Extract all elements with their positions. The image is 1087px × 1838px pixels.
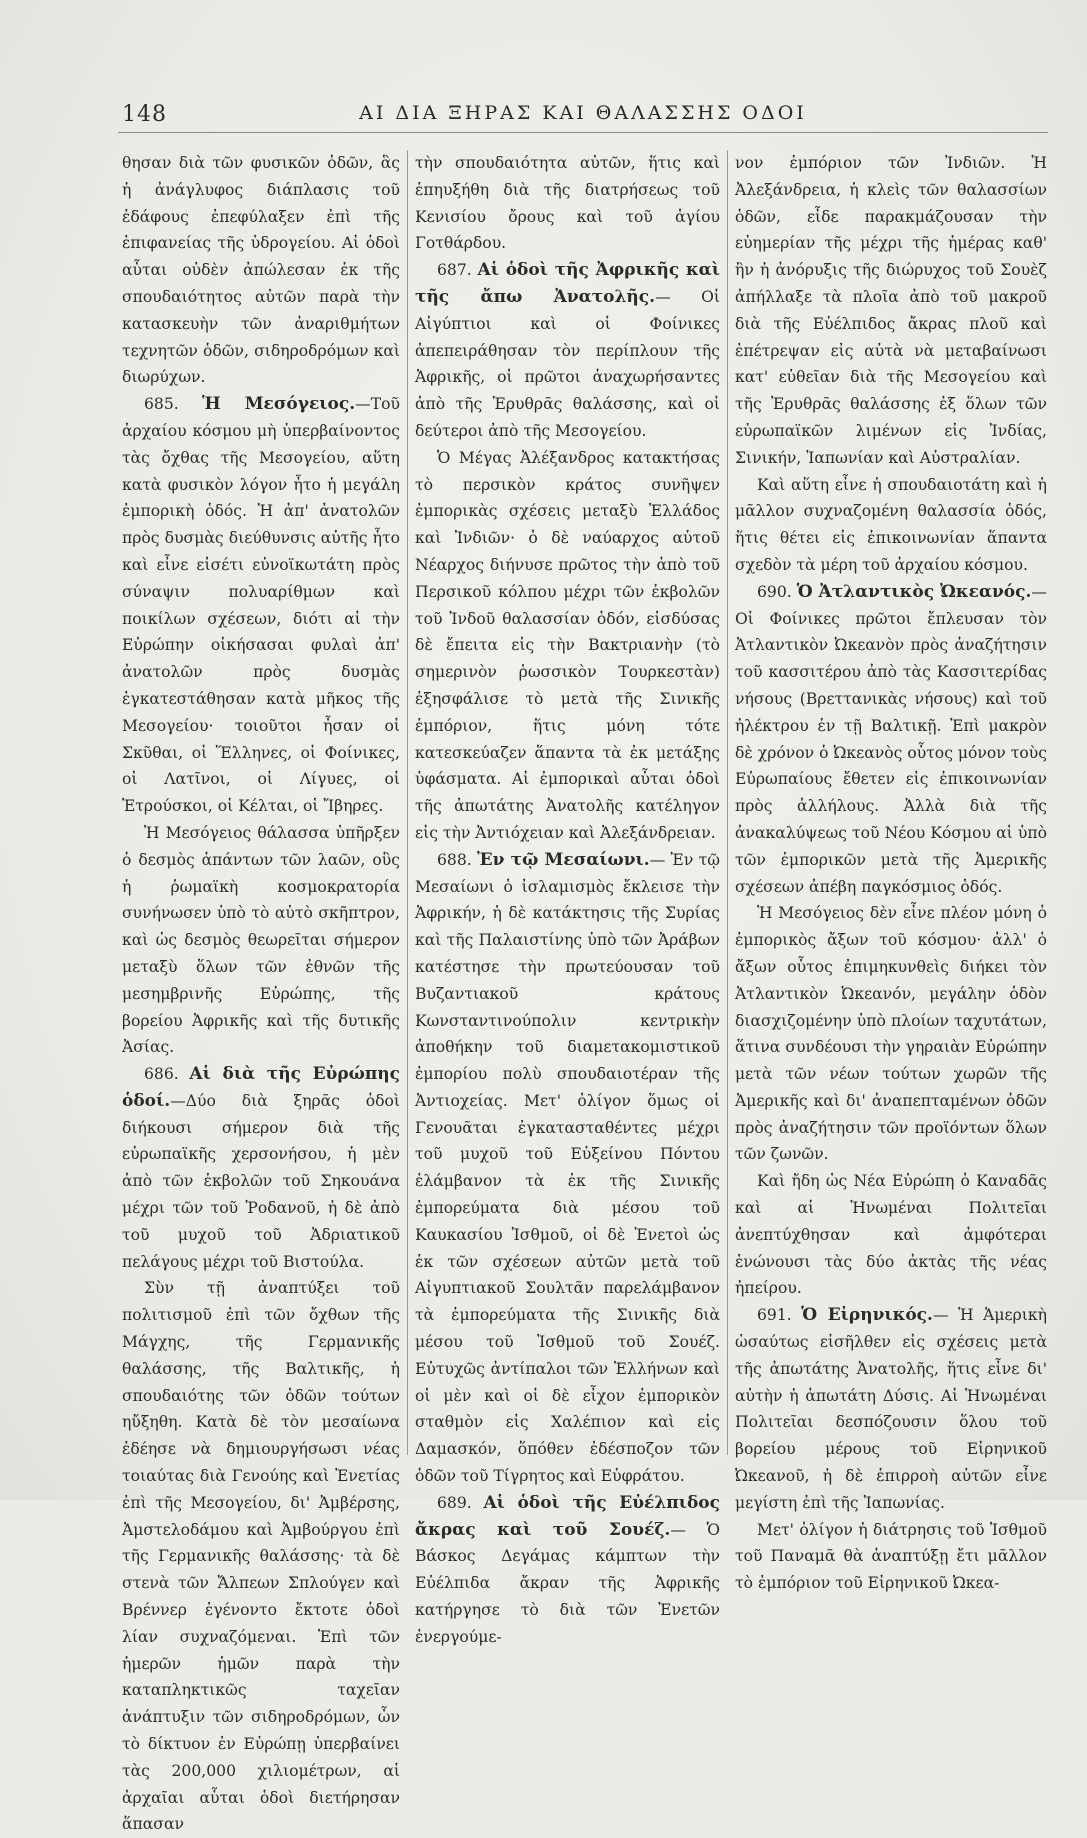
paragraph: Ἡ Μεσόγειος θάλασσα ὑπῆρξεν ὁ δεσμὸς ἁπάντων τῶν λαῶν, οὓς ἡ ῥωμαϊκὴ κοσμοκρατορία συνήνωσεν ὑπὸ τὸ αὐτὸ σκῆπτρον, καὶ ὡς δεσμὸς θεωρεῖται σήμερον μεταξὺ ὅλων τῶν ἐθνῶν τῆς μεσημβρινῆς Εὐρώπης, τῆς βορείου Ἀφρικῆς καὶ τῆς δυτικῆς Ἀσίας. bbox=[122, 823, 400, 1057]
section-number: 689. bbox=[437, 1493, 484, 1512]
section-title: Ἐν τῷ Μεσαίωνι. bbox=[477, 849, 650, 870]
section-title: Ὁ Ἀτλαντικὸς Ὠκεανός. bbox=[796, 581, 1032, 602]
section-text: —Τοῦ ἀρχαίου κόσμου μὴ ὑπερβαίνοντος τὰς ὄχθας τῆς Μεσογείου, αὕτη κατὰ φυσικὸν λόγον ἦτο ἡ μεγάλη ἐμπορικὴ ὁδός. Ἡ ἀπ' ἀνατολῶν πρὸς δυσμὰς διεύθυνσις αὐτῆς ἦτο καὶ εἶνε εἰσέτι εὐνοϊκωτάτη πρὸς σύναψιν πολυαρίθμων καὶ ποικίλων σχέσεων, διότι αἱ τὴν Εὐρώπην οἰκήσασαι φυλαὶ ἀπ' ἀνατολῶν πρὸς δυσμὰς ἐγκατεστάθησαν κατὰ μῆκος τῆς Μεσογείου· τοιοῦτοι ἦσαν οἱ Σκῦθαι, οἱ Ἕλληνες, οἱ Φοίνικες, οἱ Λατῖνοι, οἱ Λίγυες, οἱ Ἐτρούσκοι, οἱ Κέλται, οἱ Ἴβηρες. bbox=[122, 395, 400, 816]
section-691 bbox=[735, 1302, 1047, 1516]
section-687 bbox=[415, 257, 720, 445]
section-text: — Οἱ Αἰγύπτιοι καὶ οἱ Φοίνικες ἀπεπειράθησαν τὸν περίπλουν τῆς Ἀφρικῆς, οἱ πρῶτοι ἀναχωρήσαντες ἀπὸ τῆς Ἐρυθρᾶς θαλάσσης, καὶ οἱ δεύτεροι ἀπὸ τῆς Μεσογείου. bbox=[415, 287, 720, 440]
paragraph: τὴν σπουδαιότητα αὐτῶν, ἥτις καὶ ἐπηυξήθη διὰ τῆς διατρήσεως τοῦ Κενισίου ὄρους καὶ τοῦ ἁγίου Γοτθάρδου. bbox=[415, 154, 720, 253]
paragraph: Ἡ Μεσόγειος δὲν εἶνε πλέον μόνη ὁ ἐμπορικὸς ἄξων τοῦ κόσμου· ἀλλ' ὁ ἄξων οὗτος ἐπιμηκυνθεὶς διήκει τὸν Ἀτλαντικὸν Ὠκεανόν, μεγάλην ὁδὸν διασχιζομένην ὑπὸ πλοίων ταχυτάτων, ἅτινα συνδέουσι τὴν γηραιὰν Εὐρώπην μετὰ τῶν νέων τούτων χωρῶν τῆς Ἀμερικῆς καὶ δι' ἀναπεπταμένων ὁδῶν πρὸς ἀναζήτησιν τῶν προϊόντων ὅλων τῶν ζωνῶν. bbox=[735, 904, 1047, 1164]
section-text: —Δύο διὰ ξηρᾶς ὁδοὶ διήκουσι σήμερον διὰ τῆς εὐρωπαϊκῆς χερσονήσου, ἡ μὲν ἀπὸ τῶν ἐκβολῶν τοῦ Σηκουάνα μέχρι τῶν τοῦ Ῥοδανοῦ, ἡ δὲ ἀπὸ τοῦ μυχοῦ τοῦ Ἀδριατικοῦ πελάγους μέχρι τοῦ Βιστούλα. bbox=[122, 1091, 400, 1271]
section-688 bbox=[415, 847, 720, 1490]
section-text: — Ἐν τῷ Μεσαίωνι ὁ ἰσλαμισμὸς ἔκλεισε τὴν Ἀφρικήν, ἡ δὲ κατάκτησις τῆς Συρίας καὶ τῆς Παλαιστίνης ὑπὸ τῶν Ἀράβων κατέστησε τὴν πρωτεύουσαν τοῦ Βυζαντιακοῦ κράτους Κωνσταντινούπολιν κεντρικὴν ἀποθήκην τοῦ διαμετακομιστικοῦ ἐμπορίου πολὺ σπουδαιοτέραν τῆς Ἀντιοχείας. Μετ' ὀλίγον ὅμως οἱ Γενουᾶται ἐγκατασταθέντες μέχρι τοῦ μυχοῦ τοῦ Εὐξείνου Πόντου ἐλάμβανον τὰ ἐκ τῆς Σινικῆς ἐμπορεύματα διὰ μέσου τοῦ Καυκασίου Ἰσθμοῦ, οἱ δὲ Ἐνετοὶ ὡς ἐκ τῶν σχέσεων αὐτῶν μετὰ τοῦ Αἰγυπτιακοῦ Σουλτᾶν παρελάμβανον τὰ ἐμπορεύματα τῆς Σινικῆς διὰ μέσου τοῦ Ἰσθμοῦ τοῦ Σουέζ. Εὐτυχῶς ἀντίπαλοι τῶν Ἑλλήνων καὶ οἱ μὲν καὶ οἱ δὲ εἶχον ἐμπορικὸν σταθμὸν εἰς Χαλέπιον καὶ εἰς Δαμασκόν, ὅπόθεν ἐδέσποζον τῶν ὁδῶν τοῦ Τίγρητος καὶ Εὐφράτου. bbox=[415, 850, 720, 1486]
section-685 bbox=[122, 391, 400, 820]
section-title: Αἱ ὁδοὶ τῆς Ἀφρικῆς καὶ τῆς ἄπω Ἀνατολῆς. bbox=[415, 260, 720, 307]
column-3 bbox=[735, 150, 1048, 1593]
column-1 bbox=[122, 150, 400, 1834]
running-title: ΑΙ ΔΙΑ ΞΗΡΑΣ ΚΑΙ ΘΑΛΑΣΣΗΣ ΟΔΟΙ bbox=[359, 102, 807, 124]
section-text: — Ἡ Ἀμερικὴ ὡσαύτως εἰσῆλθεν εἰς σχέσεις μετὰ τῆς ἀπωτάτης Ἀνατολῆς, ἥτις εἶνε δι' αὐτὴν ἡ ἀπωτάτη Δύσις. Αἱ Ἡνωμέναι Πολιτεῖαι δεσπόζουσιν ὅλου τοῦ βορείου μέρους τοῦ Εἰρηνικοῦ Ὠκεανοῦ, ἡ δὲ ἐπιρροὴ αὐτῶν εἶνε μεγίστη ἐπὶ τῆς Ἰαπωνίας. bbox=[735, 1306, 1047, 1512]
paragraph: νον ἐμπόριον τῶν Ἰνδιῶν. Ἡ Ἀλεξάνδρεια, ἡ κλεὶς τῶν θαλασσίων ὁδῶν, εἶδε παρακμάζουσαν τὴν εὐημερίαν τῆς μέχρι τῆς ἡμέρας καθ' ἣν ἡ ἀνόρυξις τῆς διώρυχος τοῦ Σουὲζ ἀπήλλαξε τὰ πλοῖα ἀπὸ τοῦ μακροῦ διὰ τῆς Εὐέλπιδος ἄκρας πλοῦ καὶ ἐπέτρεψαν εἰς αὐτὰ νὰ μεταβαίνωσι κατ' εὐθεῖαν διὰ τῆς Μεσογείου καὶ τῆς Ἐρυθρᾶς θαλάσσης ἐξ ὅλων τῶν εὐρωπαϊκῶν λιμένων εἰς Ἰνδίας, Σινικήν, Ἰαπωνίαν καὶ Αὐστραλίαν. bbox=[735, 154, 1047, 467]
section-689 bbox=[415, 1490, 720, 1651]
section-number: 686. bbox=[144, 1065, 190, 1084]
section-690 bbox=[735, 579, 1047, 901]
section-number: 688. bbox=[437, 850, 478, 869]
section-title: Αἱ διὰ τῆς Εὐρώπης ὁδοί. bbox=[122, 1064, 400, 1111]
column-divider-2 bbox=[727, 150, 728, 1455]
paragraph: Καὶ ἤδη ὡς Νέα Εὐρώπη ὁ Καναδᾶς καὶ αἱ Ἡνωμέναι Πολιτεῖαι ἀνεπτύχθησαν καὶ ἀμφότεραι ἑνώνουσι τὰς δύο ἀκτὰς τῆς νέας ἠπείρου. bbox=[735, 1172, 1047, 1298]
section-number: 687. bbox=[437, 261, 478, 280]
header-rule bbox=[118, 132, 1048, 133]
section-number: 685. bbox=[144, 395, 202, 414]
section-title: Ὁ Εἰρηνικός. bbox=[801, 1305, 933, 1326]
paragraph: Μετ' ὀλίγον ἡ διάτρησις τοῦ Ἰσθμοῦ τοῦ Παναμᾶ θὰ ἀναπτύξῃ ἔτι μᾶλλον τὸ ἐμπόριον τοῦ Εἰρηνικοῦ Ὠκεα- bbox=[735, 1520, 1047, 1593]
section-title: Αἱ ὁδοὶ τῆς Εὐέλπιδος ἄκρας καὶ τοῦ Σουέζ. bbox=[415, 1492, 720, 1540]
section-686 bbox=[122, 1061, 400, 1275]
paragraph: Ὁ Μέγας Ἀλέξανδρος κατακτήσας τὸ περσικὸν κράτος συνῆψεν ἐμπορικὰς σχέσεις μεταξὺ Ἑλλάδος καὶ Ἰνδιῶν· ὁ δὲ ναύαρχος αὐτοῦ Νέαρχος διήνυσε πρῶτος τὴν ἀπὸ τοῦ Περσικοῦ κόλπου μέχρι τῶν ἐκβολῶν τοῦ Ἰνδοῦ θαλασσίαν ὁδόν, εἰσδύσας δὲ ἔπειτα εἰς τὴν Βακτριανὴν (τὸ σημερινὸν ῥωσσικὸν Τουρκεστὰν) ἐξησφάλισε τὸ μετὰ τῆς Σινικῆς ἐμπόριον, ἥτις μόνη τότε κατεσκεύαζεν ἅπαντα τὰ ἐκ μετάξης ὑφάσματα. Αἱ ἐμπορικαὶ αὗται ὁδοὶ τῆς ἀπωτάτης Ἀνατολῆς κατέληγον εἰς τὴν Ἀντιόχειαν καὶ Ἀλεξάνδρειαν. bbox=[415, 448, 720, 842]
column-divider-1 bbox=[407, 150, 408, 1455]
column-2 bbox=[415, 150, 720, 1646]
section-text: — Ὁ Βάσκος Δεγάμας κάμπτων τὴν Εὐέλπιδα ἄκραν τῆς Ἀφρικῆς κατήργησε τὸ διὰ τῶν Ἐνετῶν ἐνεργούμε- bbox=[415, 1520, 720, 1646]
paragraph: Καὶ αὕτη εἶνε ἡ σπουδαιοτάτη καὶ ἡ μᾶλλον συχναζομένη θαλασσία ὁδός, ἥτις θέτει εἰς ἐπικοινωνίαν ἅπαντα σχεδὸν τὰ μέρη τοῦ ἀρχαίου κόσμου. bbox=[735, 475, 1047, 574]
paragraph: Σὺν τῇ ἀναπτύξει τοῦ πολιτισμοῦ ἐπὶ τῶν ὄχθων τῆς Μάγχης, τῆς Γερμανικῆς θαλάσσης, τῆς Βαλτικῆς, ἡ σπουδαιότης τῶν ὁδῶν τούτων ηὔξηθη. Κατὰ δὲ τὸν μεσαίωνα ἐδέησε νὰ δημιουργήσωσι νέας τοιαύτας διὰ Γενούης καὶ Ἐνετίας ἐπὶ τῆς Μεσογείου, δι' Ἀμβέρσης, Ἀμστελοδάμου καὶ Ἀμβούργου ἐπὶ τῆς Γερμανικῆς θαλάσσης· τὰ δὲ στενὰ τῶν Ἄλπεων Σπλούγεν καὶ Βρέννερ ἐγένοντο ἔκτοτε ὁδοὶ λίαν συχναζόμεναι. Ἐπὶ τῶν ἡμερῶν ἡμῶν παρὰ τὴν καταπληκτικῶς ταχεῖαν ἀνάπτυξιν τῶν σιδηροδρόμων, ὧν τὸ δίκτυον ἐν Εὐρώπῃ ὑπερβαίνει τὰς 200,000 χιλιομέτρων, αἱ ἀρχαῖαι αὗται ὁδοὶ διετήρησαν ἅπασαν bbox=[122, 1279, 400, 1834]
paragraph: θησαν διὰ τῶν φυσικῶν ὁδῶν, ἃς ἡ ἀνάγλυφος διάπλασις τοῦ ἐδάφους ἐπεφύλαξεν ἐπὶ τῆς ἐπιφανείας τῆς ὑδρογείου. Αἱ ὁδοὶ αὗται οὐδὲν ἀπώλεσαν ἐκ τῆς σπουδαιότητος αὐτῶν παρὰ τὴν κατασκευὴν τῶν ἀναριθμήτων τεχνητῶν ὁδῶν, σιδηροδρόμων καὶ διωρύχων. bbox=[122, 154, 400, 387]
section-number: 690. bbox=[757, 582, 797, 601]
section-number: 691. bbox=[757, 1306, 802, 1325]
section-text: —Οἱ Φοίνικες πρῶτοι ἔπλευσαν τὸν Ἀτλαντικὸν Ὠκεανὸν πρὸς ἀναζήτησιν τοῦ κασσιτέρου ἀπὸ τὰς Κασσιτερίδας νήσους (Βρεττανικὰς νήσους) καὶ τοῦ ἠλέκτρου ἐν τῇ Βαλτικῇ. Ἐπὶ μακρὸν δὲ χρόνον ὁ Ὠκεανὸς οὗτος μόνον τοὺς Εὐρωπαίους ἔθετεν εἰς ἐπικοινωνίαν πρὸς ἀλλήλους. Ἀλλὰ διὰ τῆς ἀνακαλύψεως τοῦ Νέου Κόσμου αἱ ὑπὸ τῶν ἐμπορικῶν μετὰ τῆς Ἀμερικῆς σχέσεων ἀπέβη παγκόσμιος ὁδός. bbox=[735, 582, 1048, 896]
section-title: Ἡ Μεσόγειος. bbox=[201, 394, 356, 415]
page-number: 148 bbox=[122, 102, 167, 127]
